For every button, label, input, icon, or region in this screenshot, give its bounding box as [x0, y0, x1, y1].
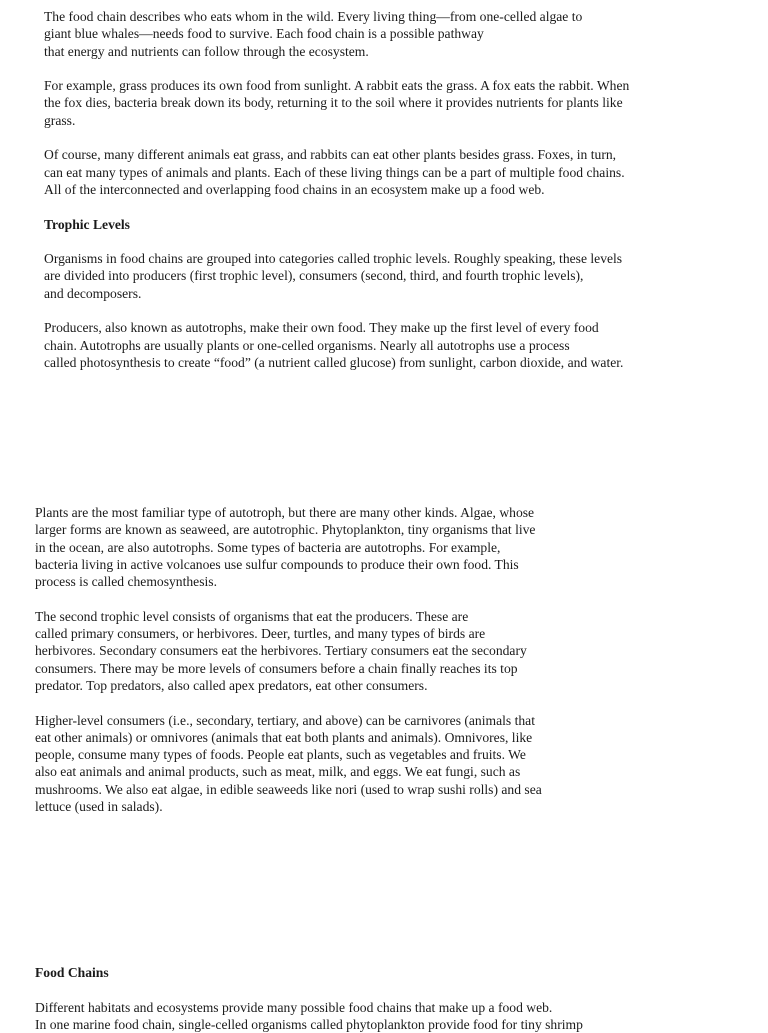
text-line: Higher-level consumers (i.e., secondary, tertiary, and above) can be carnivores (animals that	[35, 712, 535, 728]
text-line: herbivores. Secondary consumers eat the herbivores. Tertiary consumers eat the secondary	[35, 643, 527, 659]
paragraph	[35, 608, 542, 694]
text-line: giant blue whales—needs food to survive. Each food chain is a possible pathway	[44, 26, 484, 42]
text-line: called photosynthesis to create “food” (a nutrient called glucose) from sunlight, carbon dioxide, and water.	[44, 354, 624, 370]
text-line: Of course, many different animals eat grass, and rabbits can eat other plants besides grass. Foxes, in turn,	[44, 147, 617, 163]
section-heading-food-chains: Food Chains	[35, 965, 109, 980]
text-line: the fox dies, bacteria break down its body, returning it to the soil where it provides nutrients for plants like	[44, 95, 623, 111]
text-line: For example, grass produces its own food from sunlight. A rabbit eats the grass. A fox eats the rabbit. When	[44, 78, 630, 94]
text-line: All of the interconnected and overlapping food chains in an ecosystem make up a food web.	[44, 181, 545, 197]
text-line: lettuce (used in salads).	[35, 799, 163, 815]
paragraph	[35, 712, 542, 816]
text-section-food-chains	[35, 964, 583, 1033]
text-line: in the ocean, are also autotrophs. Some types of bacteria are autotrophs. For example,	[35, 539, 501, 555]
paragraph	[44, 77, 629, 129]
text-line: process is called chemosynthesis.	[35, 574, 217, 590]
section-heading-trophic-levels: Trophic Levels	[44, 216, 130, 232]
text-line: grass.	[44, 112, 76, 128]
text-line: people, consume many types of foods. People eat plants, such as vegetables and fruits. We	[35, 747, 526, 763]
text-line: and decomposers.	[44, 285, 142, 301]
text-line: eat other animals) or omnivores (animals that eat both plants and animals). Omnivores, like	[35, 729, 533, 745]
text-line: predator. Top predators, also called apex predators, eat other consumers.	[35, 677, 428, 693]
text-line: bacteria living in active volcanoes use sulfur compounds to produce their own food. This	[35, 556, 519, 572]
text-line: are divided into producers (first trophic level), consumers (second, third, and fourth trophic levels),	[44, 268, 584, 284]
text-section-food-chain-intro	[44, 8, 629, 371]
paragraph	[44, 250, 629, 302]
text-line: consumers. There may be more levels of consumers before a chain finally reaches its top	[35, 660, 518, 676]
paragraph	[44, 146, 629, 198]
paragraph	[44, 8, 629, 60]
text-line: Producers, also known as autotrophs, make their own food. They make up the first level of every food	[44, 320, 599, 336]
text-line: larger forms are known as seaweed, are autotrophic. Phytoplankton, tiny organisms that live	[35, 522, 536, 538]
text-line: Plants are the most familiar type of autotroph, but there are many other kinds. Algae, whose	[35, 505, 535, 520]
text-line: mushrooms. We also eat algae, in edible seaweeds like nori (used to wrap sushi rolls) and sea	[35, 781, 542, 797]
paragraph	[35, 999, 583, 1033]
text-section-autotrophs-consumers	[35, 504, 542, 815]
paragraph	[44, 319, 629, 371]
paragraph	[35, 504, 542, 590]
text-line: that energy and nutrients can follow through the ecosystem.	[44, 43, 369, 59]
text-line: also eat animals and animal products, such as meat, milk, and eggs. We eat fungi, such as	[35, 764, 521, 780]
text-line: In one marine food chain, single-celled organisms called phytoplankton provide food for tiny shrimp	[35, 1016, 583, 1032]
text-line: called primary consumers, or herbivores. Deer, turtles, and many types of birds are	[35, 626, 486, 642]
text-line: The food chain describes who eats whom in the wild. Every living thing—from one-celled algae to	[44, 9, 583, 24]
text-line: Organisms in food chains are grouped into categories called trophic levels. Roughly speaking, these levels	[44, 251, 623, 267]
text-line: chain. Autotrophs are usually plants or one-celled organisms. Nearly all autotrophs use a process	[44, 337, 570, 353]
text-line: can eat many types of animals and plants. Each of these living things can be a part of multiple food chains.	[44, 164, 625, 180]
text-line: Different habitats and ecosystems provide many possible food chains that make up a food web.	[35, 999, 553, 1015]
text-line: The second trophic level consists of organisms that eat the producers. These are	[35, 608, 469, 624]
